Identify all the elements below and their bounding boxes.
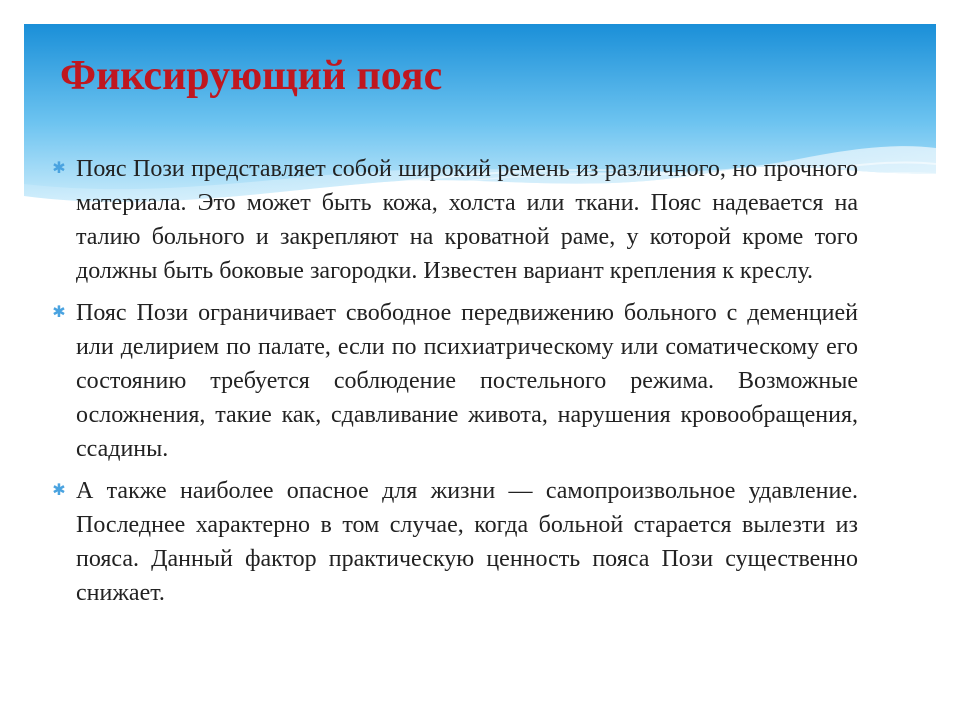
bullet-item bbox=[50, 152, 858, 288]
bullet-text: А также наиболее опасное для жизни — самопроизвольное удавление. Последнее характерно в том случае, когда больной старается вылезти из пояса. Данный фактор практическую ценность пояса Пози существенно снижает. bbox=[76, 478, 858, 606]
slide-title: Фиксирующий пояс bbox=[60, 53, 443, 99]
asterisk-icon: ✱ bbox=[52, 482, 66, 499]
bullet-text: Пояс Пози представляет собой широкий ремень из различного, но прочного материала. Это может быть кожа, холста или ткани. Пояс надевается на талию больного и закрепляют на кроватной раме, у которой кроме того должны быть боковые загородки. Известен вариант крепления к креслу. bbox=[76, 156, 858, 284]
bullet-text: Пояс Пози ограничивает свободное передвижению больного с деменцией или делирием по палате, если по психиатрическому или соматическому его состоянию требуется соблюдение постельного режима. Возможные осложнения, такие как, сдавливание живота, нарушения кровообращения, ссадины. bbox=[76, 300, 858, 462]
asterisk-icon: ✱ bbox=[52, 160, 66, 177]
bullet-item bbox=[50, 474, 858, 610]
bullet-item bbox=[50, 296, 858, 466]
bullet-list bbox=[50, 152, 858, 618]
asterisk-icon: ✱ bbox=[52, 304, 66, 321]
